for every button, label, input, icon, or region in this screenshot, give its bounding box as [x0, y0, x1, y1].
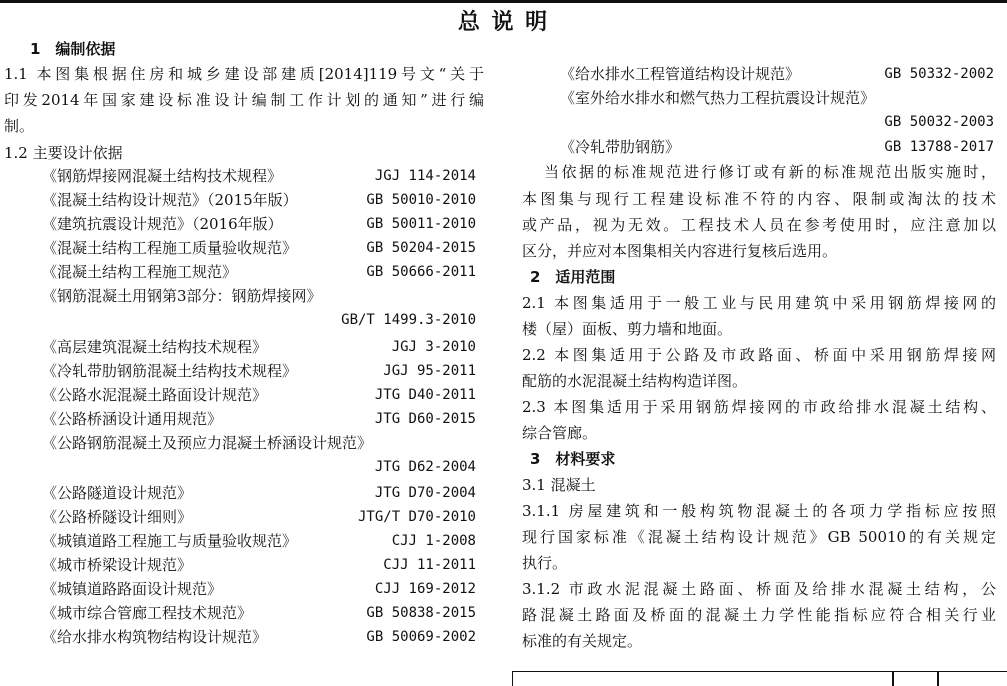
paragraph-line: 3.1.1 房屋建筑和一般构筑物混凝土的各项力学指标应按照 [522, 502, 996, 520]
reference-row [42, 383, 476, 407]
paragraph-line: 2.1 本图集适用于一般工业与民用建筑中采用钢筋焊接网的 [522, 294, 996, 312]
paragraph-line: 或产品，视为无效。工程技术人员在参考使用时，应注意加以 [522, 216, 996, 234]
paragraph-line: 楼（屋）面板、剪力墙和地面。 [522, 320, 733, 338]
reference-name: 《冷轧带肋钢筋》 [560, 138, 681, 156]
reference-row [42, 164, 476, 188]
section-1-2-heading: 1.2 主要设计依据 [4, 144, 123, 162]
paragraph-line: 2.3 本图集适用于采用钢筋焊接网的市政给排水混凝土结构、 [522, 398, 996, 416]
reference-code: JTG D40-2011 [374, 387, 476, 403]
reference-code: JTG D62-2004 [374, 459, 476, 475]
reference-name: 《公路桥涵设计通用规范》 [42, 410, 223, 428]
reference-name: 《混凝土结构工程施工质量验收规范》 [42, 239, 298, 257]
reference-code: JGJ 3-2010 [391, 339, 476, 355]
paragraph-line: 现行国家标准《混凝土结构设计规范》GB 50010的有关规定 [522, 528, 996, 546]
title-block-divider [892, 672, 894, 686]
paragraph-line: 执行。 [522, 554, 568, 572]
reference-name: 《公路隧道设计规范》 [42, 484, 193, 502]
paragraph-line: 综合管廊。 [522, 424, 598, 442]
paragraph-line: 1.1 本图集根据住房和城乡建设部建质[2014]119号文“关于 [4, 65, 484, 83]
reference-name: 《给水排水工程管道结构设计规范》 [560, 65, 801, 83]
paragraph-line: 路混凝土路面及桥面的混凝土力学性能指标应符合相关行业 [522, 606, 996, 624]
reference-row [42, 577, 476, 601]
reference-code: JTG D60-2015 [374, 411, 476, 427]
section-1-heading: 1 编制依据 [30, 40, 116, 58]
top-border [0, 0, 1007, 3]
reference-row [560, 62, 994, 86]
reference-row [42, 359, 476, 383]
page-title: 总 说 明 [457, 10, 550, 35]
reference-code: CJJ 169-2012 [374, 581, 476, 597]
reference-name: 《给水排水构筑物结构设计规范》 [42, 628, 268, 646]
reference-name: 《公路桥隧设计细则》 [42, 508, 193, 526]
reference-name: 《混凝土结构工程施工规范》 [42, 263, 238, 281]
reference-code: GB 50011-2010 [366, 216, 476, 232]
reference-row [42, 529, 476, 553]
reference-row [42, 625, 476, 649]
reference-row [42, 481, 476, 505]
reference-code: GB 50204-2015 [366, 240, 476, 256]
reference-code: GB 50838-2015 [366, 605, 476, 621]
reference-row [42, 188, 476, 212]
reference-name: 《钢筋焊接网混凝土结构技术规程》 [42, 167, 283, 185]
section-3-1-heading: 3.1 混凝土 [522, 476, 596, 494]
reference-row [42, 236, 476, 260]
reference-row [42, 212, 476, 236]
reference-code: GB/T 1499.3-2010 [341, 312, 476, 328]
paragraph-line: 2.2 本图集适用于公路及市政路面、桥面中采用钢筋焊接网 [522, 346, 996, 364]
reference-code: CJJ 1-2008 [391, 533, 476, 549]
reference-code: GB 50010-2010 [366, 192, 476, 208]
reference-code: JGJ 95-2011 [383, 363, 476, 379]
reference-name: 《城镇道路工程施工与质量验收规范》 [42, 532, 298, 550]
reference-name: 《公路钢筋混凝土及预应力混凝土桥涵设计规范》 [42, 434, 373, 452]
paragraph-line: 区分，并应对本图集相关内容进行复核后选用。 [522, 242, 838, 260]
reference-row [42, 260, 476, 284]
reference-row [42, 553, 476, 577]
title-block [512, 671, 1007, 686]
paragraph-line: 配筋的水泥混凝土结构构造详图。 [522, 372, 748, 390]
title-block-divider [937, 672, 939, 686]
paragraph-line: 标准的有关规定。 [522, 632, 643, 650]
reference-row [42, 335, 476, 359]
paragraph-line: 本图集与现行工程建设标准不符的内容、限制或淘汰的技术 [522, 190, 996, 208]
reference-row [560, 135, 994, 159]
reference-name: 《室外给水排水和燃气热力工程抗震设计规范》 [560, 89, 876, 107]
reference-name: 《城镇道路路面设计规范》 [42, 580, 223, 598]
reference-code: GB 50069-2002 [366, 629, 476, 645]
reference-code: GB 50666-2011 [366, 264, 476, 280]
reference-code: JGJ 114-2014 [374, 168, 476, 184]
reference-row [42, 407, 476, 431]
reference-name: 《高层建筑混凝土结构技术规程》 [42, 338, 268, 356]
reference-name: 《城市桥梁设计规范》 [42, 556, 193, 574]
reference-code: JTG/T D70-2010 [357, 509, 476, 525]
paragraph-line: 当依据的标准规范进行修订或有新的标准规范出版实施时， [544, 163, 996, 181]
reference-code: GB 50032-2003 [884, 114, 994, 130]
reference-name: 《城市综合管廊工程技术规范》 [42, 604, 253, 622]
reference-name: 《冷轧带肋钢筋混凝土结构技术规程》 [42, 362, 298, 380]
reference-code: GB 50332-2002 [884, 66, 994, 82]
reference-code: JTG D70-2004 [374, 485, 476, 501]
paragraph-line: 印发2014年国家建设标准设计编制工作计划的通知”进行编 [4, 91, 484, 109]
reference-code: CJJ 11-2011 [383, 557, 476, 573]
reference-name: 《建筑抗震设计规范》（2016年版） [42, 215, 283, 233]
paragraph-line: 3.1.2 市政水泥混凝土路面、桥面及给排水混凝土结构，公 [522, 580, 996, 598]
section-3-heading: 3 材料要求 [530, 450, 616, 468]
reference-row [42, 505, 476, 529]
paragraph-line: 制。 [4, 117, 35, 135]
section-2-heading: 2 适用范围 [530, 268, 616, 286]
reference-row [42, 601, 476, 625]
reference-code: GB 13788-2017 [884, 139, 994, 155]
reference-name: 《钢筋混凝土用钢第3部分：钢筋焊接网》 [42, 287, 322, 305]
reference-name: 《混凝土结构设计规范》（2015年版） [42, 191, 298, 209]
reference-name: 《公路水泥混凝土路面设计规范》 [42, 386, 268, 404]
